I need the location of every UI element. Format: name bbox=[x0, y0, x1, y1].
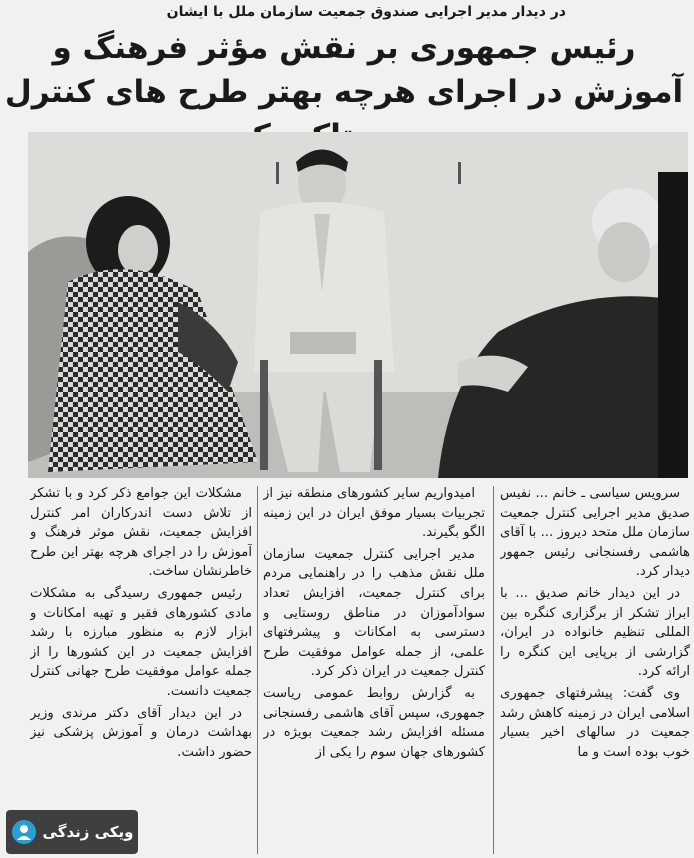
article-column-middle bbox=[263, 484, 485, 856]
paragraph: به گزارش روابط عمومی ریاست جمهوری، سپس آقای هاشمی رفسنجانی مسئله افزایش رشد جمعیت بویژه در کشورهای جهان سوم را یکی از bbox=[263, 685, 485, 760]
article-column-right bbox=[500, 484, 690, 856]
watermark-logo bbox=[6, 810, 138, 854]
paragraph: مشکلات این جوامع ذکر کرد و با تشکر از تلاش دست اندرکاران امر کنترل افزایش جمعیت، نقش موثر فرهنگ و آموزش را در اجرای هرچه بهتر این طرح خاطرنشان ساخت. bbox=[30, 486, 252, 580]
paragraph: در این دیدار آقای دکتر مرندی وزیر بهداشت درمان و آموزش پزشکی نیز حضور داشت. bbox=[30, 705, 252, 760]
column-divider bbox=[493, 486, 494, 854]
paragraph: وی گفت: پیشرفتهای جمهوری اسلامی ایران در زمینه کاهش رشد جمعیت در سالهای اخیر بسیار خوب بوده است و ما bbox=[500, 685, 690, 760]
paragraph: امیدواریم سایر کشورهای منطقه نیز از تجربیات بسیار موفق ایران در این زمینه الگو بگیرند. bbox=[263, 486, 485, 541]
paragraph: رئیس جمهوری رسیدگی به مشکلات مادی کشورهای فقیر و تهیه امکانات و ابزار لازم به منظور مبارزه با رشد افزایش جمعیت در این کشورها را از جمله عوامل موفقیت طرح جهانی کنترل جمعیت دانست. bbox=[30, 585, 252, 699]
column-divider bbox=[257, 486, 258, 854]
paragraph: مدیر اجرایی کنترل جمعیت سازمان ملل نقش مذهب را در راهنمایی مردم برای کنترل جمعیت، افزایش تعداد سوادآموزان در مناطق روستایی و دسترسی به امکانات و پیشرفتهای علمی، از جمله عوامل موفقیت طرح کنترل جمعیت در ایران ذکر کرد. bbox=[263, 546, 485, 680]
article-column-left bbox=[30, 484, 252, 856]
paragraph: در این دیدار خانم صدیق ... با ابراز تشکر از برگزاری کنگره بین المللی تنظیم خانواده در ایران، گزارشی از برپایی این کنگره را ارائه کرد. bbox=[500, 585, 690, 680]
article-headline: رئیس جمهوری بر نقش مؤثر فرهنگ و آموزش در اجرای هرچه بهتر طرح های کنترل bbox=[4, 30, 684, 110]
wiki-zendegi-logo-icon bbox=[11, 819, 37, 845]
watermark-text: ویکی زندگی bbox=[42, 823, 134, 841]
paragraph: سرویس سیاسی ـ خانم ... نفیس صدیق مدیر اجرایی کنترل جمعیت سازمان ملل متحد دیروز ... با آقای هاشمی رفسنجانی رئیس جمهور دیدار کرد. bbox=[500, 486, 690, 580]
article-photo bbox=[28, 132, 688, 478]
meeting-photo-illustration bbox=[28, 132, 688, 478]
article-kicker: در دیدار مدیر اجرایی صندوق جمعیت سازمان ملل با ایشان bbox=[166, 4, 566, 20]
